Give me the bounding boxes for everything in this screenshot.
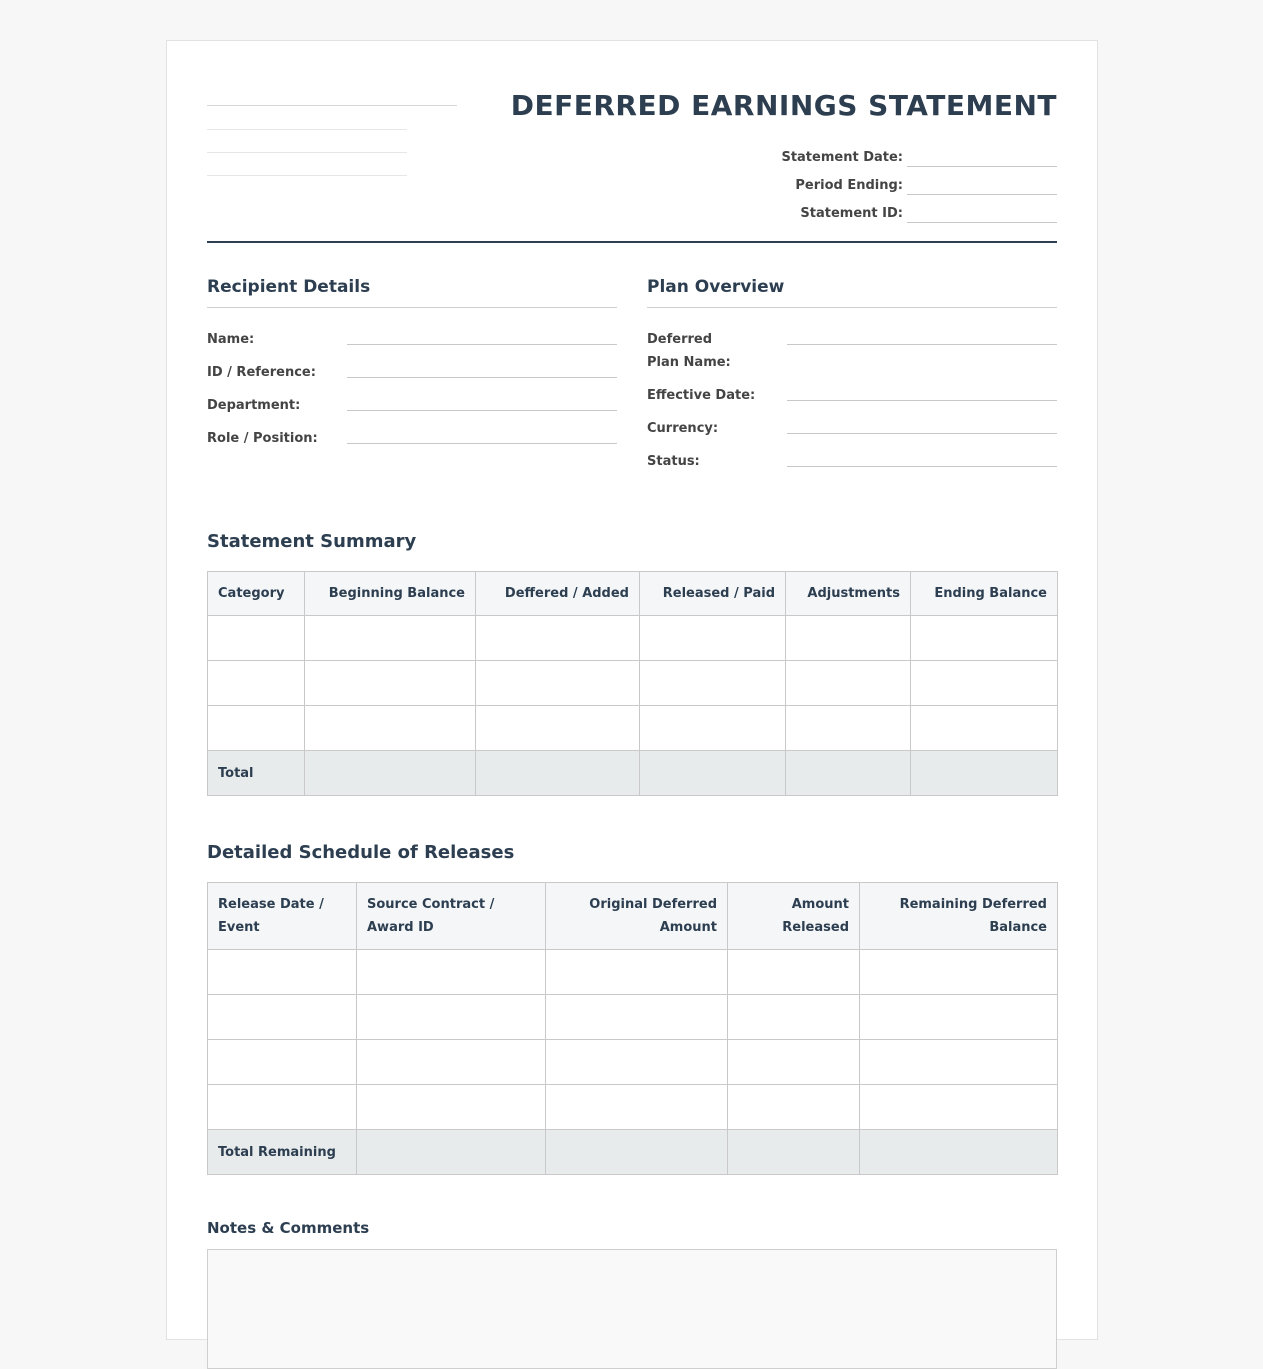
total-row	[208, 1130, 1058, 1175]
table-cell[interactable]	[208, 661, 305, 706]
summary-table	[207, 571, 1058, 796]
table-cell[interactable]	[786, 661, 911, 706]
recipient-details	[207, 277, 617, 483]
table-row	[208, 950, 1058, 995]
meta-period-ending	[781, 167, 1057, 195]
column-header: Ending Balance	[911, 572, 1058, 616]
company-name-line	[207, 105, 457, 106]
table-cell[interactable]	[640, 661, 786, 706]
column-header: Original Deferred Amount	[546, 883, 728, 950]
notes-heading: Notes & Comments	[207, 1219, 370, 1237]
recipient-fields	[207, 328, 617, 450]
page-title: DEFERRED EARNINGS STATEMENT	[510, 89, 1057, 122]
notes-section	[207, 1219, 1057, 1369]
plan-effective-date-field[interactable]	[787, 384, 1057, 401]
table-cell[interactable]	[476, 706, 640, 751]
recipient-heading: Recipient Details	[207, 277, 617, 308]
plan-overview	[647, 277, 1057, 483]
table-cell[interactable]	[860, 995, 1058, 1040]
table-cell[interactable]	[728, 995, 860, 1040]
total-cell[interactable]	[640, 751, 786, 796]
table-cell[interactable]	[911, 706, 1058, 751]
statement-page	[166, 40, 1098, 1340]
schedule-section	[207, 842, 1057, 1175]
plan-status-field[interactable]	[787, 450, 1057, 467]
meta-statement-date	[781, 139, 1057, 167]
total-cell[interactable]	[728, 1130, 860, 1175]
table-row	[208, 616, 1058, 661]
summary-section	[207, 531, 1057, 796]
table-cell[interactable]	[208, 1085, 357, 1130]
table-cell[interactable]	[728, 1040, 860, 1085]
total-label: Total Remaining	[208, 1130, 357, 1175]
table-cell[interactable]	[860, 1085, 1058, 1130]
schedule-heading: Detailed Schedule of Releases	[207, 842, 515, 863]
table-cell[interactable]	[476, 616, 640, 661]
recipient-name-field[interactable]	[347, 328, 617, 345]
company-info-placeholder	[207, 105, 457, 198]
table-cell[interactable]	[786, 706, 911, 751]
field-label: Effective Date:	[647, 388, 756, 403]
table-cell[interactable]	[640, 706, 786, 751]
table-cell[interactable]	[860, 950, 1058, 995]
field-label: Name:	[207, 332, 255, 347]
total-cell[interactable]	[546, 1130, 728, 1175]
table-row	[208, 706, 1058, 751]
table-cell[interactable]	[305, 706, 476, 751]
meta-label: Period Ending:	[795, 178, 903, 193]
column-header: Adjustments	[786, 572, 911, 616]
plan-fields	[647, 328, 1057, 473]
statement-date-field[interactable]	[907, 146, 1057, 167]
statement-meta	[781, 139, 1057, 223]
recipient-name-row	[207, 328, 617, 351]
total-cell[interactable]	[860, 1130, 1058, 1175]
meta-label: Statement Date:	[781, 150, 903, 165]
field-label: Role / Position:	[207, 431, 318, 446]
recipient-role-row	[207, 427, 617, 450]
column-header: Remaining Deferred Balance	[860, 883, 1058, 950]
column-header: Source Contract / Award ID	[357, 883, 546, 950]
table-cell[interactable]	[728, 950, 860, 995]
meta-statement-id	[781, 195, 1057, 223]
plan-name-row	[647, 328, 1057, 374]
table-cell[interactable]	[208, 706, 305, 751]
table-cell[interactable]	[546, 1040, 728, 1085]
plan-name-field[interactable]	[787, 328, 1057, 345]
plan-effective-date-row	[647, 384, 1057, 407]
table-row	[208, 995, 1058, 1040]
total-label: Total	[208, 751, 305, 796]
company-address-line	[207, 152, 407, 153]
table-cell[interactable]	[208, 616, 305, 661]
field-label: Status:	[647, 454, 700, 469]
total-cell[interactable]	[357, 1130, 546, 1175]
plan-currency-row	[647, 417, 1057, 440]
recipient-id-field[interactable]	[347, 361, 617, 378]
table-cell[interactable]	[546, 995, 728, 1040]
recipient-department-row	[207, 394, 617, 417]
plan-heading: Plan Overview	[647, 277, 1057, 308]
recipient-role-field[interactable]	[347, 427, 617, 444]
plan-status-row	[647, 450, 1057, 473]
table-cell[interactable]	[208, 1040, 357, 1085]
schedule-table	[207, 882, 1058, 1175]
column-header: Released / Paid	[640, 572, 786, 616]
total-cell[interactable]	[305, 751, 476, 796]
table-row	[208, 1040, 1058, 1085]
company-contact-line	[207, 175, 407, 176]
field-label: ID / Reference:	[207, 365, 316, 380]
table-cell[interactable]	[640, 616, 786, 661]
table-cell[interactable]	[546, 950, 728, 995]
table-row	[208, 661, 1058, 706]
column-header: Release Date / Event	[208, 883, 357, 950]
field-label: Department:	[207, 398, 301, 413]
plan-currency-field[interactable]	[787, 417, 1057, 434]
field-label: Deferred Plan Name:	[647, 332, 731, 370]
table-row	[208, 1085, 1058, 1130]
column-header: Amount Released	[728, 883, 860, 950]
table-cell[interactable]	[860, 1040, 1058, 1085]
table-cell[interactable]	[357, 1040, 546, 1085]
column-header: Category	[208, 572, 305, 616]
period-ending-field[interactable]	[907, 174, 1057, 195]
statement-header	[207, 41, 1057, 243]
total-cell[interactable]	[786, 751, 911, 796]
column-header: Deffered / Added	[476, 572, 640, 616]
company-address-line	[207, 129, 407, 130]
table-cell[interactable]	[357, 995, 546, 1040]
table-cell[interactable]	[546, 1085, 728, 1130]
notes-textarea[interactable]	[207, 1249, 1057, 1369]
table-cell[interactable]	[728, 1085, 860, 1130]
meta-label: Statement ID:	[800, 206, 903, 221]
table-cell[interactable]	[476, 661, 640, 706]
table-cell[interactable]	[357, 1085, 546, 1130]
table-cell[interactable]	[911, 616, 1058, 661]
table-cell[interactable]	[208, 995, 357, 1040]
statement-id-field[interactable]	[907, 202, 1057, 223]
total-cell[interactable]	[476, 751, 640, 796]
table-header-row	[208, 883, 1058, 950]
table-cell[interactable]	[305, 661, 476, 706]
summary-heading: Statement Summary	[207, 531, 417, 552]
table-cell[interactable]	[786, 616, 911, 661]
total-cell[interactable]	[911, 751, 1058, 796]
recipient-id-row	[207, 361, 617, 384]
table-cell[interactable]	[305, 616, 476, 661]
field-label: Currency:	[647, 421, 719, 436]
total-row	[208, 751, 1058, 796]
table-cell[interactable]	[357, 950, 546, 995]
table-header-row	[208, 572, 1058, 616]
recipient-department-field[interactable]	[347, 394, 617, 411]
column-header: Beginning Balance	[305, 572, 476, 616]
table-cell[interactable]	[911, 661, 1058, 706]
table-cell[interactable]	[208, 950, 357, 995]
details-section	[207, 277, 1057, 483]
